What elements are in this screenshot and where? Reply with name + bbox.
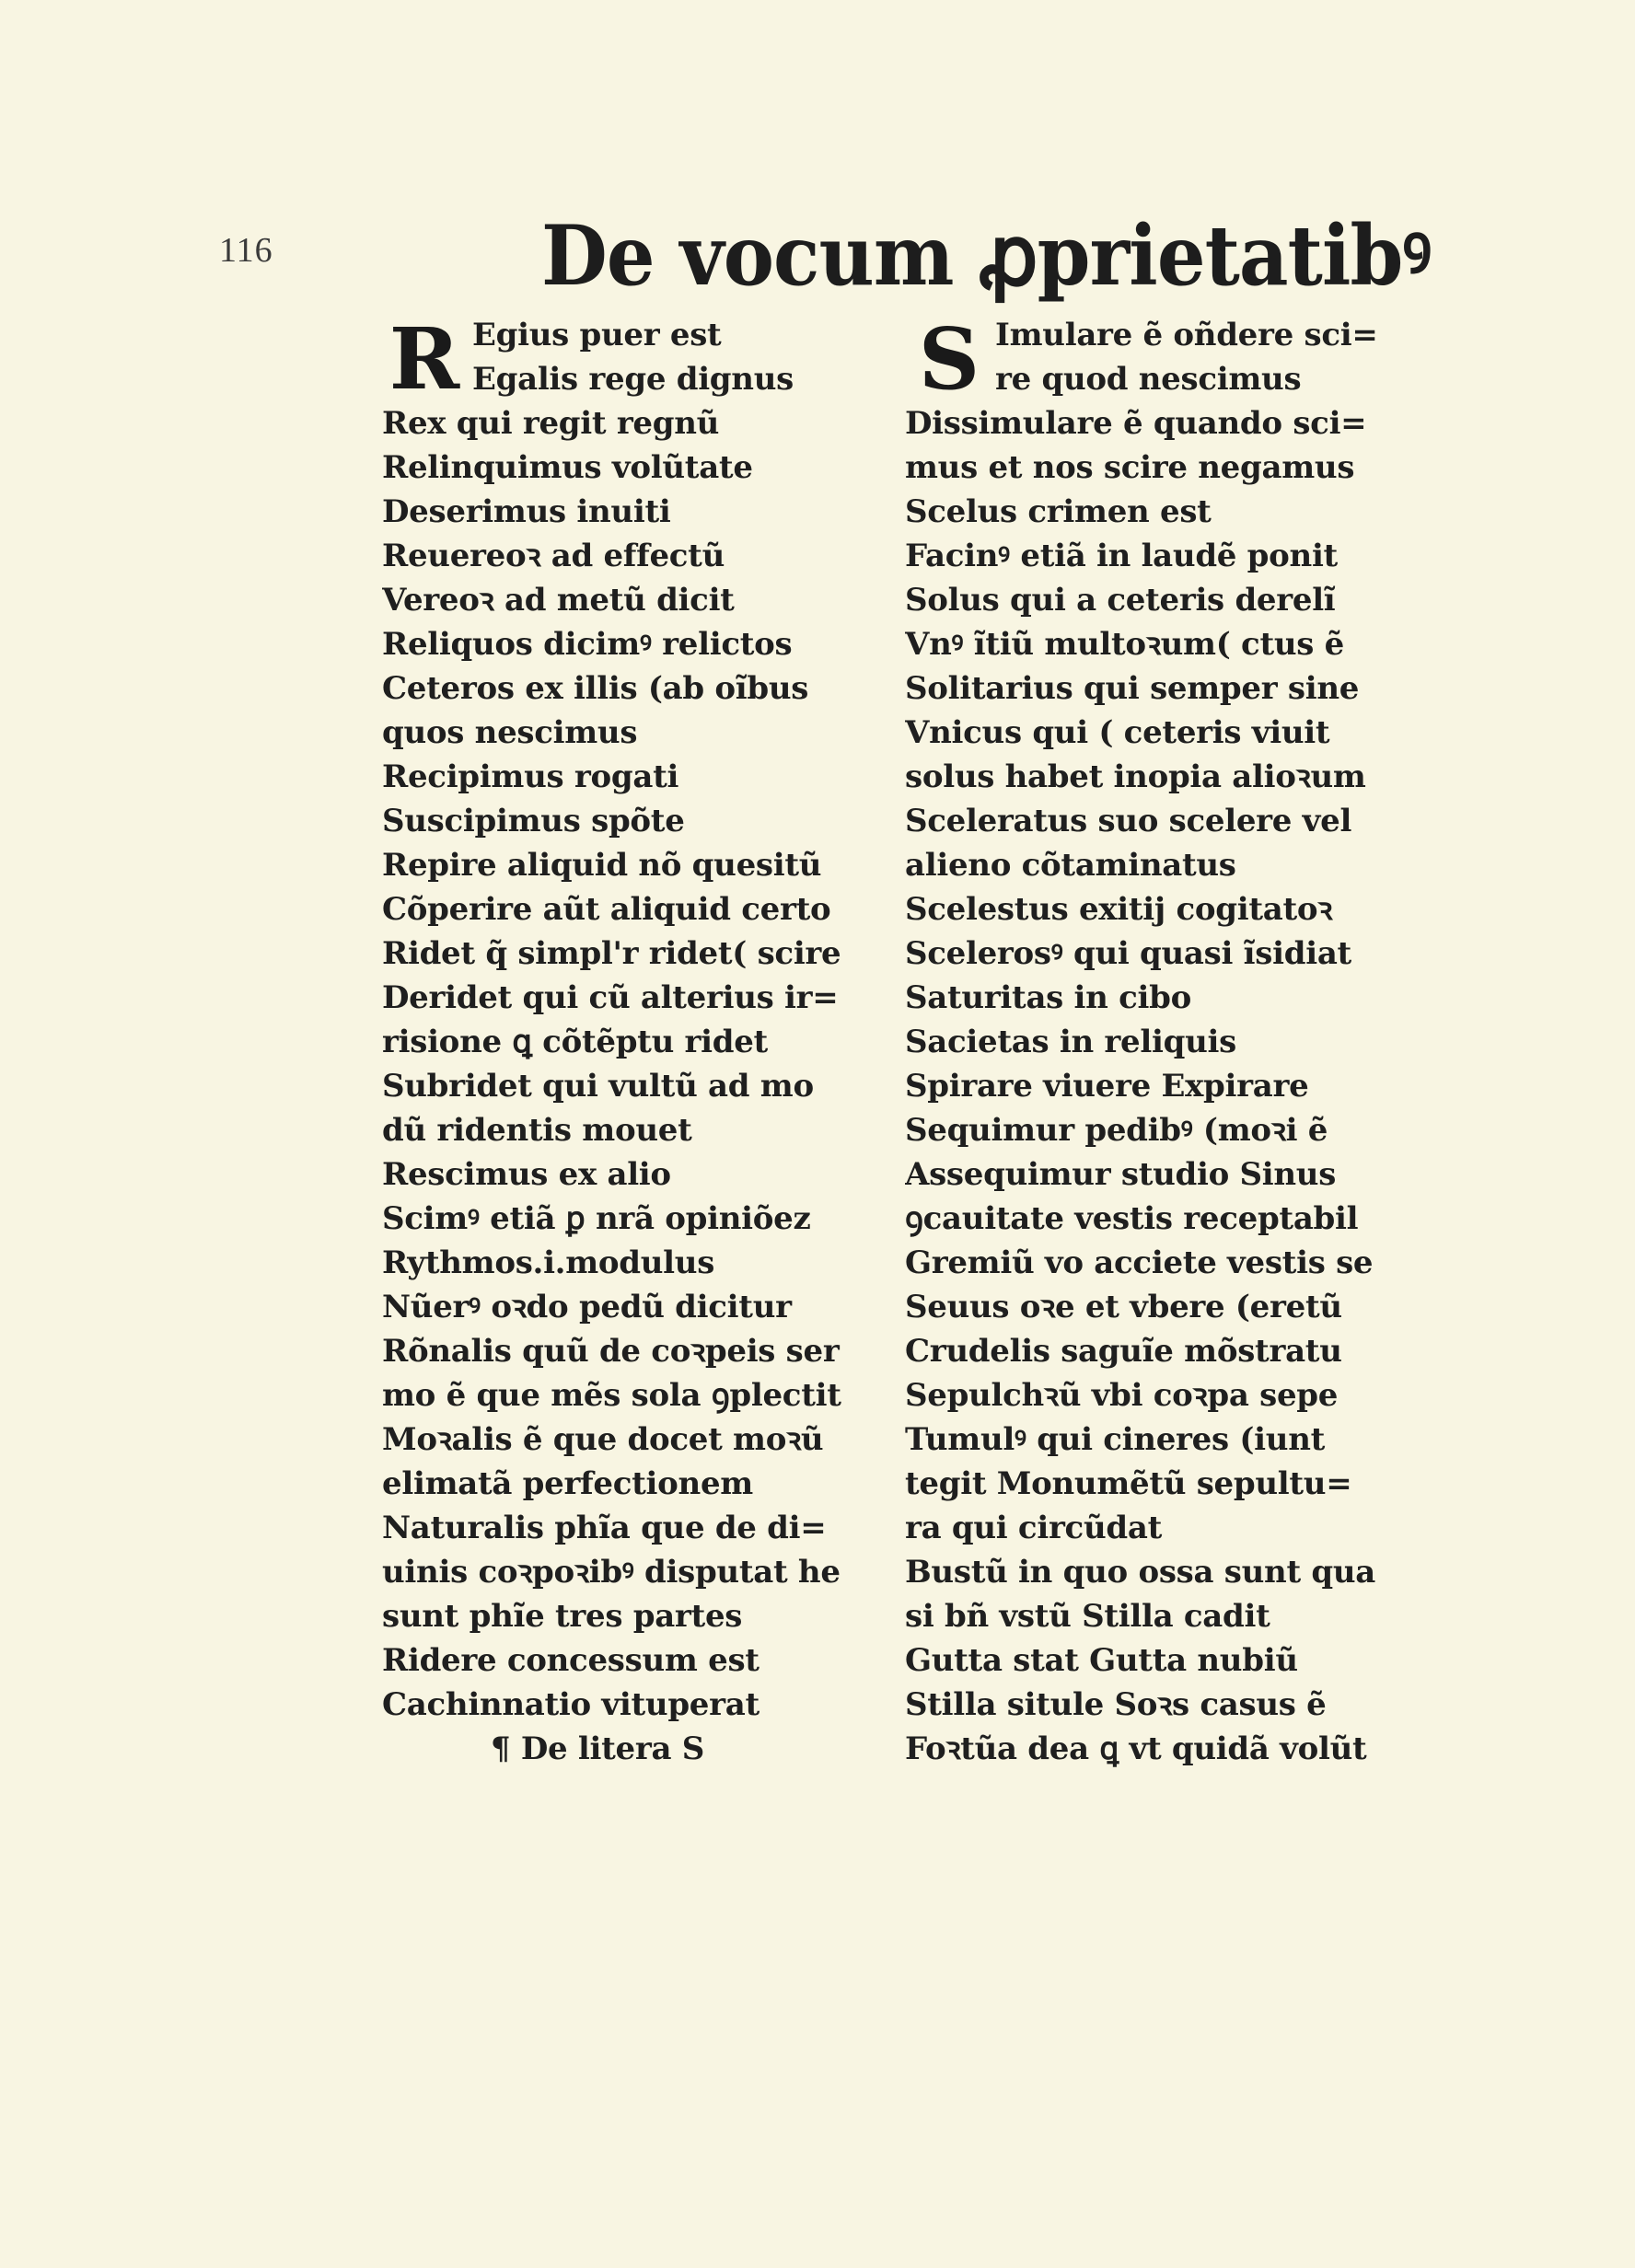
text-line: Egius puer est <box>472 317 722 353</box>
text-line: Tumulꝰ qui cineres (iunt <box>905 1421 1326 1458</box>
text-line: Cachinnatio vituperat <box>382 1686 760 1723</box>
text-line: Sceleratus suo scelere vel <box>905 803 1352 839</box>
text-line: Assequimur studio Sinus <box>905 1156 1337 1193</box>
text-line: Suscipimus spõte <box>382 803 685 839</box>
page-number: 116 <box>219 231 273 270</box>
left-column-lines <box>382 309 898 1771</box>
right-column-lines <box>905 309 1420 1771</box>
text-line: Foꝛtũa dea ꝗ vt quidã volũt <box>905 1730 1367 1767</box>
text-line: tegit Monumẽtũ sepultu= <box>905 1465 1352 1502</box>
text-line: Rõnalis quũ de coꝛpeis ser <box>382 1333 840 1370</box>
text-line: risione ꝗ cõtẽptu ridet <box>382 1024 768 1060</box>
text-line: Rescimus ex alio <box>382 1156 671 1193</box>
text-line: mo ẽ que mẽs sola ꝯplectit <box>382 1377 841 1414</box>
text-line: solus habet inopia alioꝛum <box>905 758 1366 795</box>
text-line: ꝯcauitate vestis receptabil <box>905 1200 1359 1237</box>
text-line: Stilla situle Soꝛs casus ẽ <box>905 1686 1327 1723</box>
text-line: Spirare viuere Expirare <box>905 1068 1309 1105</box>
text-line: alieno cõtaminatus <box>905 847 1236 884</box>
text-line: Ridere concessum est <box>382 1642 760 1679</box>
right-column <box>905 309 1420 1771</box>
text-line: Ridet q̃ simpl'r ridet( scire <box>382 935 841 972</box>
text-line: si bñ vstũ Stilla cadit <box>905 1598 1270 1635</box>
text-line: Saturitas in cibo <box>905 979 1191 1016</box>
text-line: Nũerꝰ oꝛdo pedũ dicitur <box>382 1289 792 1325</box>
text-line: Gremiũ vo acciete vestis se <box>905 1244 1374 1281</box>
text-line: Sequimur pedibꝰ (moꝛi ẽ <box>905 1112 1328 1149</box>
text-line: dũ ridentis mouet <box>382 1112 692 1149</box>
text-line: Relinquimus volũtate <box>382 449 753 486</box>
text-line: sunt phĩe tres partes <box>382 1598 743 1635</box>
text-line: Deridet qui cũ alterius ir= <box>382 979 839 1016</box>
text-line: Dissimulare ẽ quando sci= <box>905 405 1367 442</box>
text-line: ra qui circũdat <box>905 1510 1162 1546</box>
text-line: Scelerosꝰ qui quasi ĩsidiat <box>905 935 1351 972</box>
text-line: Scelestus exitij cogitatoꝛ <box>905 891 1333 928</box>
text-line: Scimꝰ etiã ꝑ nrã opiniõez <box>382 1200 811 1237</box>
drop-cap-left: R <box>388 309 460 409</box>
text-line: Recipimus rogati <box>382 758 679 795</box>
text-line: Sepulchꝛũ vbi coꝛpa sepe <box>905 1377 1339 1414</box>
text-line: Vereoꝛ ad metũ dicit <box>382 582 735 619</box>
text-line: Repire aliquid nõ quesitũ <box>382 847 822 884</box>
drop-cap-right: S <box>918 309 980 409</box>
text-line: Deserimus inuiti <box>382 493 671 530</box>
text-line: Crudelis saguĩe mõstratu <box>905 1333 1342 1370</box>
text-line: re quod nescimus <box>995 361 1302 398</box>
text-line: quos nescimus <box>382 714 638 751</box>
text-line: Vnicus qui ( ceteris viuit <box>905 714 1330 751</box>
text-line: mus et nos scire negamus <box>905 449 1355 486</box>
text-line: Bustũ in quo ossa sunt qua <box>905 1554 1376 1591</box>
text-line: Facinꝰ etiã in laudẽ ponit <box>905 538 1338 574</box>
text-line: Gutta stat Gutta nubiũ <box>905 1642 1298 1679</box>
text-line: elimatã perfectionem <box>382 1465 753 1502</box>
text-line: Cõperire aũt aliquid certo <box>382 891 831 928</box>
text-line: Vnꝰ ĩtiũ multoꝛum( ctus ẽ <box>905 626 1344 663</box>
text-line: Solus qui a ceteris derelĩ <box>905 582 1336 619</box>
text-line: Ceteros ex illis (ab oĩbus <box>382 670 809 707</box>
section-heading: ¶ De litera S <box>491 1730 705 1767</box>
text-line: Reliquos dicimꝰ relictos <box>382 626 793 663</box>
text-line: Moꝛalis ẽ que docet moꝛũ <box>382 1421 824 1458</box>
text-line: Rythmos.i.modulus <box>382 1244 715 1281</box>
left-column <box>382 309 898 1771</box>
text-line: Naturalis phĩa que de di= <box>382 1510 827 1546</box>
text-line: Rex qui regit regnũ <box>382 405 720 442</box>
text-line: Scelus crimen est <box>905 493 1212 530</box>
text-line: Subridet qui vultũ ad mo <box>382 1068 814 1105</box>
text-line: Reuereoꝛ ad effectũ <box>382 538 725 574</box>
text-line: Sacietas in reliquis <box>905 1024 1236 1060</box>
text-line: Imulare ẽ oñdere sci= <box>995 317 1378 353</box>
text-line: uinis coꝛpoꝛibꝰ disputat he <box>382 1554 841 1591</box>
text-line: Solitarius qui semper sine <box>905 670 1360 707</box>
text-line: Seuus oꝛe et vbere (eretũ <box>905 1289 1342 1325</box>
page-title: De vocum ꝓprietatibꝰ <box>541 207 1432 305</box>
text-line: Egalis rege dignus <box>472 361 794 398</box>
